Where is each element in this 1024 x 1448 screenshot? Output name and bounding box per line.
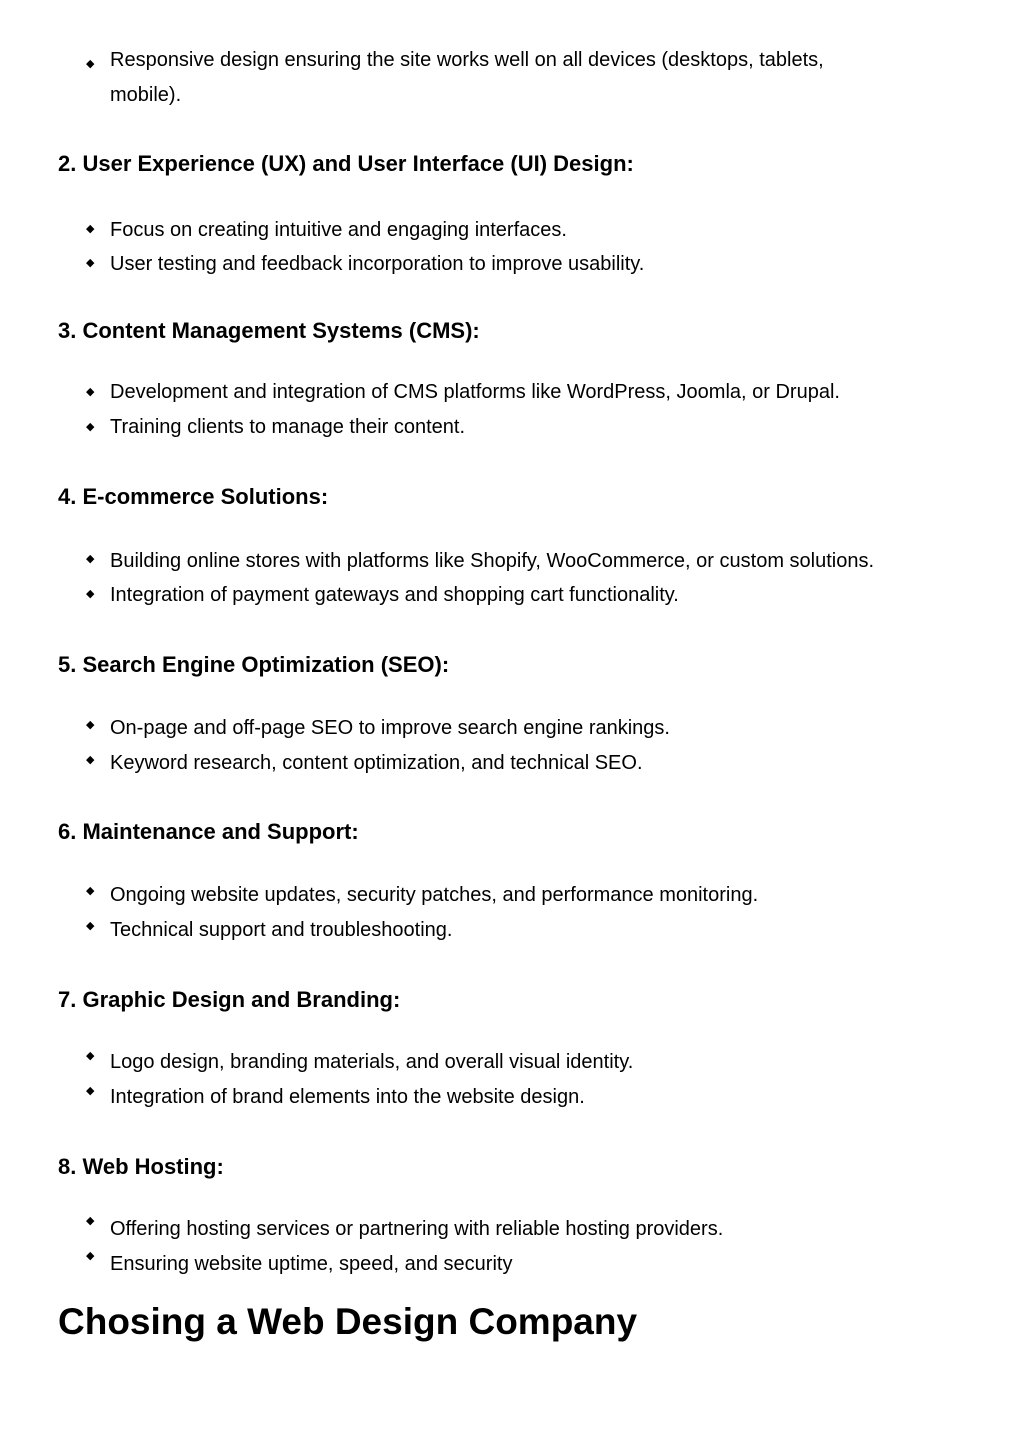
diamond-bullet-icon: ◆ [86,885,95,897]
list-item: Training clients to manage their content. [110,416,466,438]
section-heading-branding: 7. Graphic Design and Branding: [58,987,401,1012]
diamond-bullet-icon: ◆ [86,1085,95,1097]
list-item: Focus on creating intuitive and engaging interfaces. [110,219,567,241]
section-heading-cms: 3. Content Management Systems (CMS): [58,318,480,343]
diamond-bullet-icon: ◆ [86,1215,95,1227]
section-heading-seo: 5. Search Engine Optimization (SEO): [58,652,450,677]
list-item: Integration of payment gateways and shopping cart functionality. [110,584,679,606]
list-item-continuation: mobile). [110,84,182,106]
list-item: Offering hosting services or partnering with reliable hosting providers. [110,1218,724,1240]
list-item: Keyword research, content optimization, and technical SEO. [110,752,643,774]
list-item: User testing and feedback incorporation to improve usability. [110,253,645,275]
diamond-bullet-icon: ◆ [86,421,95,433]
list-item: On-page and off-page SEO to improve search engine rankings. [110,717,670,739]
list-item: Ongoing website updates, security patches, and performance monitoring. [110,884,759,906]
diamond-bullet-icon: ◆ [86,588,95,600]
diamond-bullet-icon: ◆ [86,223,95,235]
list-item: Responsive design ensuring the site works well on all devices (desktops, tablets, [110,49,824,71]
diamond-bullet-icon: ◆ [86,920,95,932]
section-heading-ecommerce: 4. E-commerce Solutions: [58,484,329,509]
diamond-bullet-icon: ◆ [86,386,95,398]
list-item: Technical support and troubleshooting. [110,919,453,941]
list-item: Development and integration of CMS platforms like WordPress, Joomla, or Drupal. [110,381,840,403]
diamond-bullet-icon: ◆ [86,1250,95,1262]
section-heading-web-hosting: 8. Web Hosting: [58,1154,224,1179]
diamond-bullet-icon: ◆ [86,58,95,70]
page-title: Chosing a Web Design Company [58,1301,638,1342]
diamond-bullet-icon: ◆ [86,257,95,269]
diamond-bullet-icon: ◆ [86,719,95,731]
section-heading-maintenance: 6. Maintenance and Support: [58,819,359,844]
list-item: Logo design, branding materials, and overall visual identity. [110,1051,634,1073]
diamond-bullet-icon: ◆ [86,754,95,766]
diamond-bullet-icon: ◆ [86,1050,95,1062]
list-item: Integration of brand elements into the website design. [110,1086,585,1108]
list-item: Ensuring website uptime, speed, and security [110,1253,513,1275]
diamond-bullet-icon: ◆ [86,553,95,565]
list-item: Building online stores with platforms like Shopify, WooCommerce, or custom solutions. [110,550,875,572]
section-heading-ux-ui: 2. User Experience (UX) and User Interface (UI) Design: [58,151,634,176]
